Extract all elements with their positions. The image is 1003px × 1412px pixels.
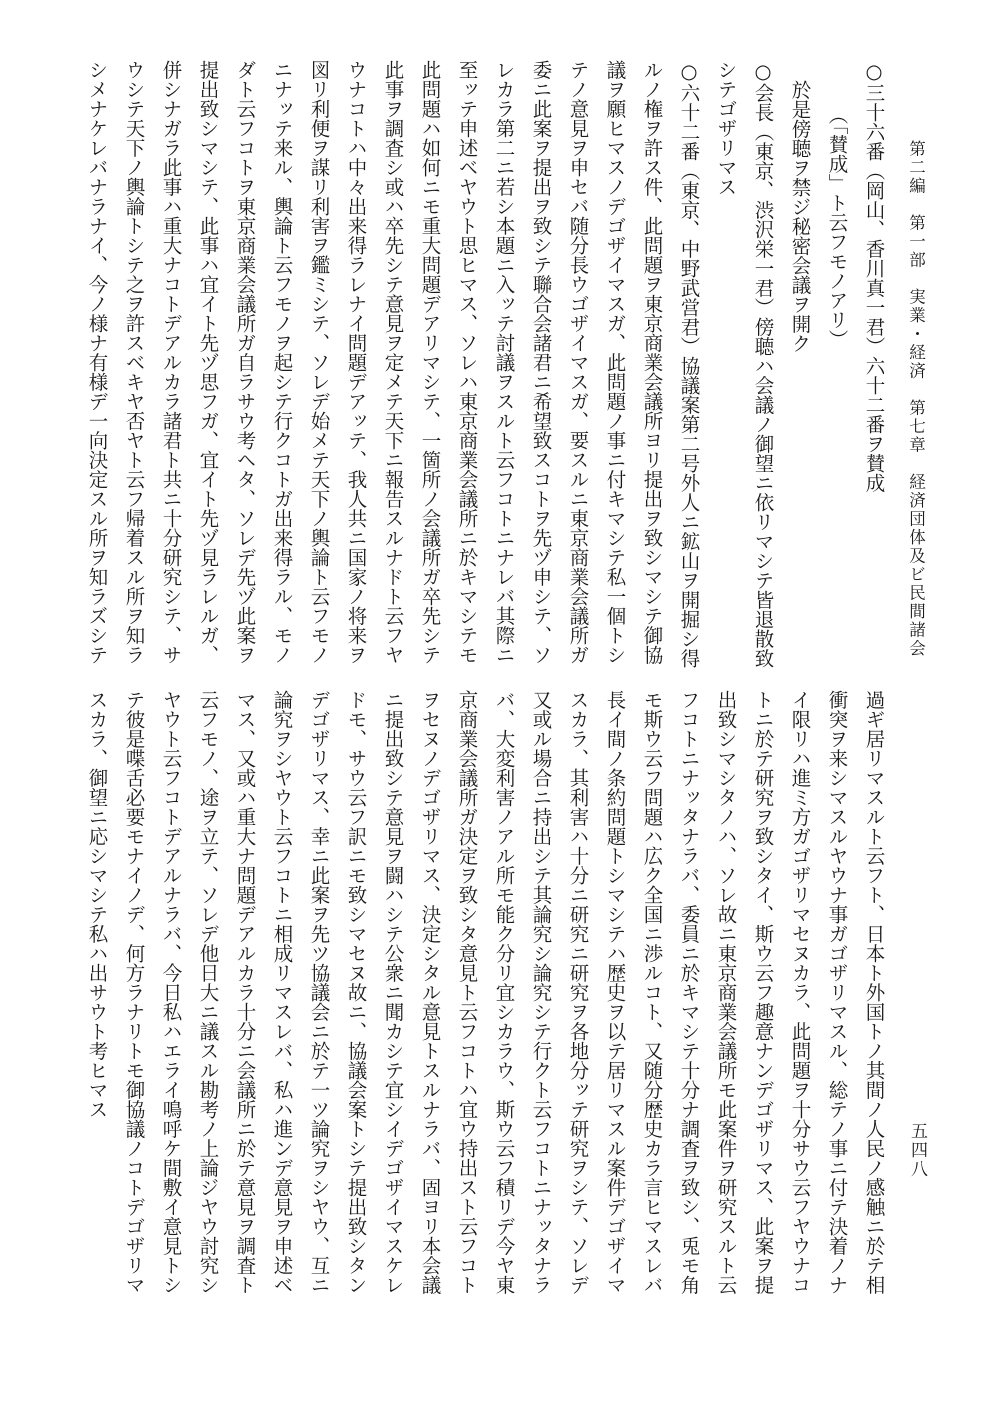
text-column: 委ニ此案ヲ提出ヲ致シテ聯合会諸君ニ希望致スコトヲ先ヅ申シテ、ソ: [529, 60, 553, 665]
text-column: 併シナガラ此事ハ重大ナコトデアルカラ諸君ト共ニ十分研究シテ、サ: [159, 60, 183, 665]
text-column: 議ヲ願ヒマスノデゴザイマスガ、此問題ノ事ニ付キマシテ私一個トシ: [603, 60, 627, 665]
text-column: ヤウト云フコトデアルナラバ、今日私ハエライ鳴呼ケ間敷イ意見トシ: [159, 690, 183, 1295]
text-column: 衝突ヲ来シマスルヤウナ事ガゴザリマスル、総テノ事ニ付テ決着ノナ: [825, 690, 849, 1295]
text-column: 出致シマシタノハ、ソレ故ニ東京商業会議所モ此案件ヲ研究スルト云: [714, 690, 738, 1295]
text-column: 図リ利便ヲ謀リ利害ヲ鑑ミシテ、ソレデ始メテ天下ノ輿論ト云フモノ: [307, 60, 331, 665]
text-column: ニ提出致シテ意見ヲ闘ハシテ公衆ニ聞カシテ宜シイデゴザイマスケレ: [381, 690, 405, 1295]
text-column: 於是傍聴ヲ禁ジ秘密会議ヲ開ク: [788, 80, 812, 353]
text-column: 云フモノ、途ヲ立テ、ソレデ他日大ニ議スル勘考ノ上論ジヤウ討究シ: [196, 690, 220, 1295]
text-column: （「賛成」ト云フモノアリ）: [825, 105, 849, 349]
text-column: 至ッテ申述ベヤウト思ヒマス、ソレハ東京商業会議所ニ於キマシテモ: [455, 60, 479, 665]
text-column: 論究ヲシヤウト云フコトニ相成リマスレバ、私ハ進ンデ意見ヲ申述ベ: [270, 690, 294, 1295]
text-column: 此問題ハ如何ニモ重大問題デアリマシテ、一箇所ノ会議所ガ卒先シテ: [418, 60, 442, 665]
text-column: シテゴザリマス: [714, 60, 738, 197]
text-column: イ限リハ進ミ方ガゴザリマセヌカラ、此問題ヲ十分サウ云フヤウナコ: [788, 690, 812, 1295]
text-column: スカラ、其利害ハ十分ニ研究ニ研究ヲ各地分ッテ研究ヲシテ、ソレデ: [566, 690, 590, 1295]
text-column: ドモ、サウ云フ訳ニモ致シマセヌ故ニ、協議会案トシテ提出致シタン: [344, 690, 368, 1295]
text-column: シメナケレバナラナイ、今ノ様ナ有様デ一向決定スル所ヲ知ラズシテ: [85, 60, 109, 665]
text-column: 此事ヲ調査シ或ハ卒先シテ意見ヲ定メテ天下ニ報告スルナドト云フヤ: [381, 60, 405, 665]
page-number: 五四八: [907, 1122, 927, 1179]
text-column: ルノ権ヲ許ス件、此問題ヲ東京商業会議所ヨリ提出ヲ致シマシテ御協: [640, 60, 664, 665]
text-column: 長イ間ノ条約問題トシマシテハ歴史ヲ以テ居リマスル案件デゴザイマ: [603, 690, 627, 1295]
text-column: トニ於テ研究ヲ致シタイ、斯ウ云フ趣意ナンデゴザリマス、此案ヲ提: [751, 690, 775, 1295]
text-column: 提出致シマシテ、此事ハ宜イト先ヅ思フガ、宜イト先ヅ見ラレルガ、: [196, 60, 220, 665]
text-column: ウナコトハ中々出来得ラレナイ問題デアッテ、我人共ニ国家ノ将来ヲ: [344, 60, 368, 665]
text-column: 過ギ居リマスルト云フト、日本ト外国トノ其間ノ人民ノ感触ニ於テ相: [862, 690, 886, 1295]
text-column: テノ意見ヲ申セバ随分長ウゴザイマスガ、要スルニ東京商業会議所ガ: [566, 60, 590, 665]
text-column: 又或ル場合ニ持出シテ其論究シ論究シテ行クト云フコトニナッタナラ: [529, 690, 553, 1295]
text-column: モ斯ウ云フ問題ハ広ク全国ニ渉ルコト、又随分歴史カラ言ヒマスレバ: [640, 690, 664, 1295]
text-column: フコトニナッタナラバ、委員ニ於キマシテ十分ナ調査ヲ致シ、兎モ角: [677, 690, 701, 1295]
text-column: デゴザリマス、幸ニ此案ヲ先ツ協議会ニ於テ一ツ論究ヲシヤウ、互ニ: [307, 690, 331, 1295]
running-header: 第二編 第一部 実業・経済 第七章 経済団体及ビ民間諸会: [906, 140, 926, 658]
text-column: ウシテ天下ノ輿論トシテ之ヲ許スベキヤ否ヤト云フ帰着スル所ヲ知ラ: [122, 60, 146, 665]
text-column: 京商業会議所ガ決定ヲ致シタ意見ト云フコトハ宜ウ持出スト云フコト: [455, 690, 479, 1295]
text-column: ○三十六番（岡山、香川真一君）六十二番ヲ賛成: [862, 60, 886, 493]
text-column: ヲセヌノデゴザリマス、決定シタル意見トスルナラバ、固ヨリ本会議: [418, 690, 442, 1295]
text-column: バ、大変利害ノアル所モ能ク分リ宜シカラウ、斯ウ云フ積リデ今ヤ東: [492, 690, 516, 1295]
text-column: ○六十二番（東京、中野武営君）協議案第二号外人ニ鉱山ヲ開掘シ得: [677, 60, 701, 668]
text-column: スカラ、御望ニ応シマシテ私ハ出サウト考ヒマス: [85, 690, 109, 1119]
text-column: テ彼是喋舌必要モナイノデ、何方ラナリトモ御協議ノコトデゴザリマ: [122, 690, 146, 1295]
text-column: ダト云フコトヲ東京商業会議所ガ自ラサウ考ヘタ、ソレデ先ヅ此案ヲ: [233, 60, 257, 665]
text-column: レカラ第二ニ若シ本題ニ入ッテ討議ヲスルト云フコトニナレバ其際ニ: [492, 60, 516, 665]
text-column: マス、又或ハ重大ナ問題デアルカラ十分ニ会議所ニ於テ意見ヲ調査ト: [233, 690, 257, 1295]
text-column: ニナッテ来ル、輿論ト云フモノヲ起シテ行クコトガ出来得ラル、モノ: [270, 60, 294, 665]
text-column: ○会長（東京、渋沢栄一君）傍聴ハ会議ノ御望ニ依リマシテ皆退散致: [751, 60, 775, 668]
